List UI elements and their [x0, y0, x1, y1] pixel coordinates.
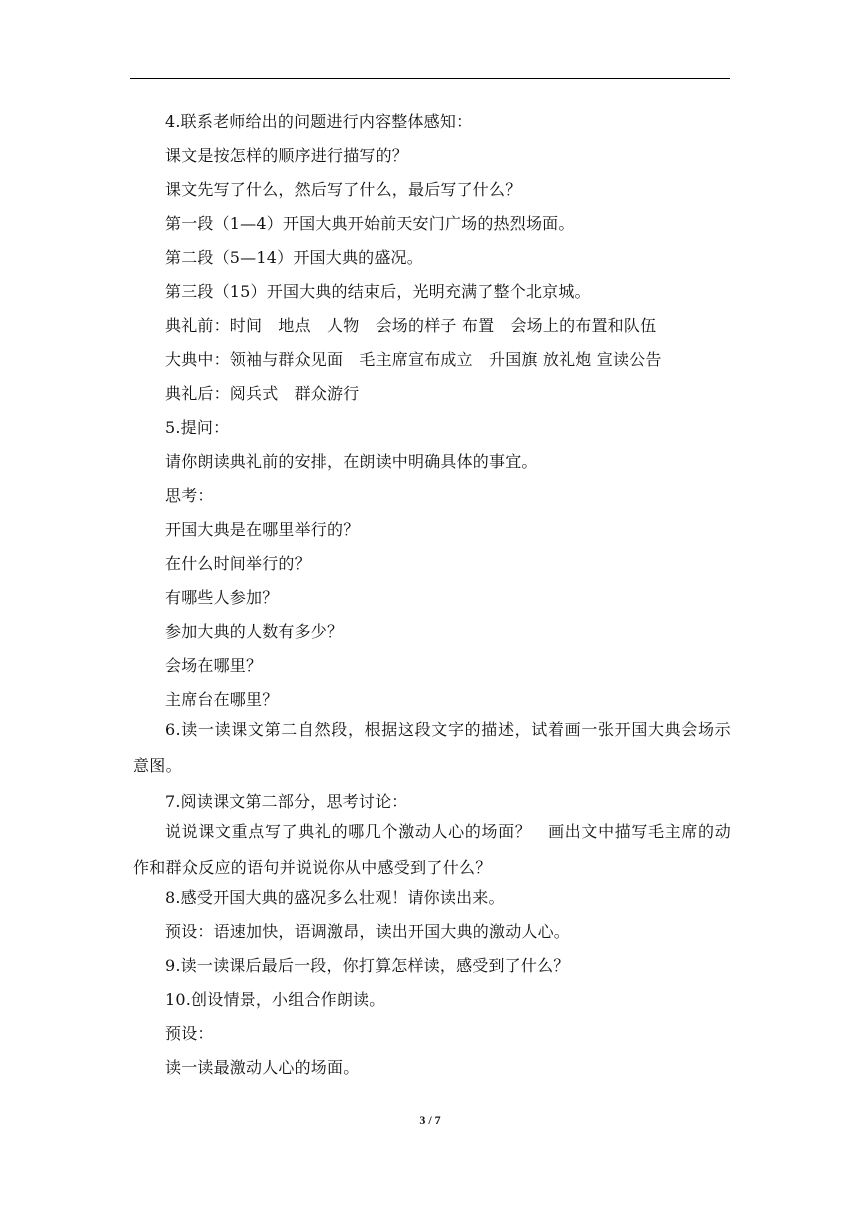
text-line: 7.阅读课文第二部分，思考讨论： [165, 792, 408, 811]
text-line: 第一段（1—4）开国大典开始前天安门广场的热烈场面。 [165, 214, 575, 233]
text-line: 开国大典是在哪里举行的？ [165, 520, 360, 539]
header-rule [130, 78, 730, 79]
text-line: 第三段（15）开国大典的结束后，光明充满了整个北京城。 [165, 282, 591, 301]
text-line: 9.读一读课后最后一段，你打算怎样读，感受到了什么？ [165, 956, 570, 975]
text-line: 读一读最激动人心的场面。 [165, 1058, 360, 1077]
text-line: 会场在哪里？ [165, 656, 263, 675]
text-line: 预设：语速加快，语调激昂，读出开国大典的激动人心。 [165, 922, 571, 941]
text-line: 预设： [165, 1024, 214, 1043]
text-line: 8.感受开国大典的盛况多么壮观！请你读出来。 [165, 888, 505, 907]
text-line: 大典中：领袖与群众见面 毛主席宣布成立 升国旗 放礼炮 宣读公告 [165, 350, 662, 369]
text-line: 课文是按怎样的顺序进行描写的？ [165, 146, 409, 165]
text-line: 典礼前：时间 地点 人物 会场的样子 布置 会场上的布置和队伍 [165, 316, 657, 335]
text-line: 典礼后：阅兵式 群众游行 [165, 384, 360, 403]
text-line: 5.提问： [165, 418, 230, 437]
text-line: 第二段（5—14）开国大典的盛况。 [165, 248, 423, 267]
text-line: 有哪些人参加？ [165, 588, 279, 607]
paragraph-6: 6.读一读课文第二自然段，根据这段文字的描述，试着画一张开国大典会场示意图。 [133, 720, 731, 775]
text-line: 思考： [165, 486, 214, 505]
text-line: 课文先写了什么，然后写了什么，最后写了什么？ [165, 180, 522, 199]
paragraph-7-question: 说说课文重点写了典礼的哪几个激动人心的场面？ 画出文中描写毛主席的动作和群众反应的语句并说说你从中感受到了什么？ [133, 822, 731, 877]
page-number: 3 / 7 [419, 1113, 441, 1127]
text-line: 请你朗读典礼前的安排，在朗读中明确具体的事宜。 [165, 452, 538, 471]
text-line: 10.创设情景，小组合作朗读。 [165, 990, 386, 1009]
text-line: 4.联系老师给出的问题进行内容整体感知： [165, 112, 473, 131]
text-line: 参加大典的人数有多少？ [165, 622, 344, 641]
text-line: 在什么时间举行的？ [165, 554, 311, 573]
text-line: 主席台在哪里？ [165, 690, 279, 709]
